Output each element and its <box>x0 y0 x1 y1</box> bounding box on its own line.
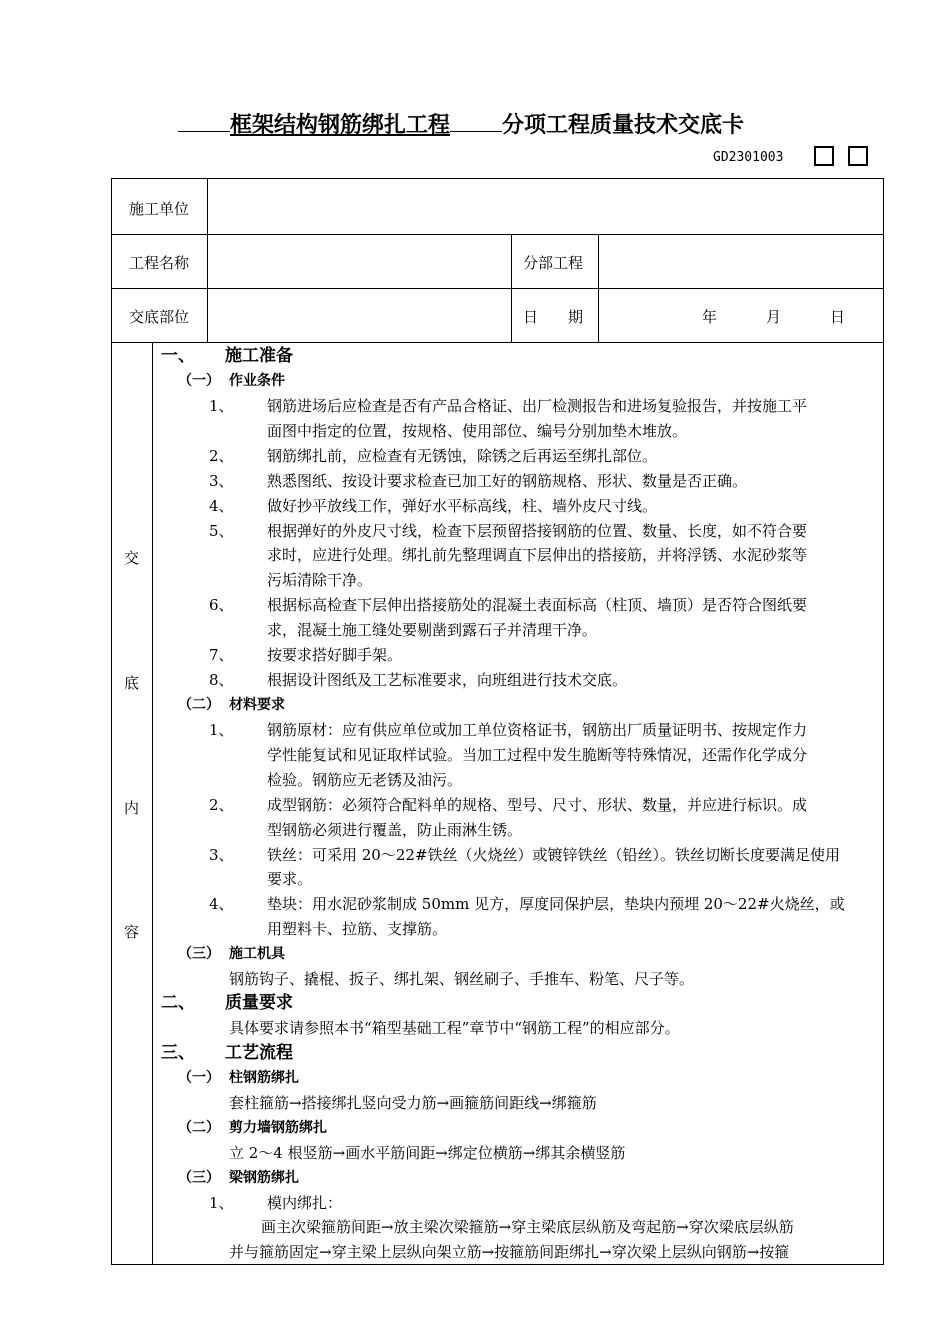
section-3-3-num: （三） <box>178 1170 220 1186</box>
list-item-number: 2、 <box>209 795 234 814</box>
wall-process-text: 立 2～4 根竖筋→画水平筋间距→绑定位横筋→绑其余横竖筋 <box>229 1144 626 1162</box>
list-item-line: 按要求搭好脚手架。 <box>267 646 403 664</box>
list-item-line: 求，混凝土施工缝处要剔凿到露石子并清理干净。 <box>267 621 598 640</box>
disclosure-part-label: 交底部位 <box>129 308 190 326</box>
beam-item-title: 模内绑扎： <box>267 1194 343 1212</box>
title-project: 框架结构钢筋绑扎工程 <box>230 113 451 138</box>
side-label-char: 内 <box>124 799 140 817</box>
list-item-line: 检验。钢筋应无老锈及油污。 <box>267 770 463 789</box>
section-3-1-title: 柱钢筋绑扎 <box>229 1070 299 1086</box>
document-code: GD2301003 <box>713 150 784 165</box>
section-1-num: 一、 <box>161 346 195 366</box>
section-3-3-title: 梁钢筋绑扎 <box>229 1170 299 1186</box>
date-label: 日 期 <box>523 308 584 326</box>
list-item-number: 3、 <box>209 471 234 490</box>
list-item-number: 8、 <box>209 670 234 689</box>
section-1-1-num: （一） <box>178 373 220 389</box>
list-item-line: 成型钢筋：必须符合配料单的规格、型号、尺寸、形状、数量，并应进行标识。成 <box>267 795 808 814</box>
section-3-2-title: 剪力墙钢筋绑扎 <box>229 1120 327 1136</box>
beam-process-line: 画主次梁箍筋间距→放主梁次梁箍筋→穿主梁底层纵筋及弯起筋→穿次梁底层纵筋 <box>261 1218 794 1236</box>
section-1-2-title: 材料要求 <box>229 697 285 713</box>
list-item-line: 钢筋原材：应有供应单位或加工单位资格证书，钢筋出厂质量证明书、按规定作力 <box>267 721 808 739</box>
section-1-3-num: （三） <box>178 946 220 962</box>
project-name-label: 工程名称 <box>129 254 190 272</box>
list-item-line: 做好抄平放线工作，弹好水平标高线，柱、墙外皮尺寸线。 <box>267 496 658 515</box>
list-item-line: 学性能复试和见证取样试验。当加工过程中发生脆断等特殊情况，还需作化学成分 <box>267 745 808 764</box>
title-underline-right <box>450 130 502 132</box>
row-divider-2 <box>112 288 883 289</box>
beam-process-line: 并与箍筋固定→穿主梁上层纵向架立筋→按箍筋间距绑扎→穿次梁上层纵向钢筋→按箍 <box>229 1243 790 1261</box>
disclosure-form <box>111 178 884 1265</box>
list-item-line: 要求。 <box>267 870 313 889</box>
col-divider-label <box>207 179 208 342</box>
list-item-line: 钢筋绑扎前，应检查有无锈蚀，除锈之后再运至绑扎部位。 <box>267 446 658 465</box>
section-1-1-title: 作业条件 <box>229 373 285 389</box>
title-suffix: 分项工程质量技术交底卡 <box>502 113 745 138</box>
list-item-line: 根据设计图纸及工艺标准要求，向班组进行技术交底。 <box>267 670 628 689</box>
list-item-line: 型钢筋必须进行覆盖，防止雨淋生锈。 <box>267 820 523 839</box>
beam-item-num: 1、 <box>209 1194 234 1212</box>
list-item-number: 3、 <box>209 845 234 864</box>
section-3-num: 三、 <box>161 1043 195 1063</box>
section-1-3-title: 施工机具 <box>229 946 285 962</box>
sub-project-label: 分部工程 <box>523 254 584 272</box>
list-item-number: 6、 <box>209 596 234 615</box>
list-item-number: 4、 <box>209 496 234 515</box>
construction-unit-label: 施工单位 <box>129 200 190 218</box>
row-divider-1 <box>112 234 883 235</box>
side-label-char: 容 <box>124 923 140 941</box>
section-2-num: 二、 <box>161 993 195 1013</box>
section-3-title: 工艺流程 <box>225 1043 293 1063</box>
date-year: 年 <box>702 308 718 326</box>
section-2-title: 质量要求 <box>225 993 293 1013</box>
list-item-line: 钢筋进场后应检查是否有产品合格证、出厂检测报告和进场复验报告，并按施工平 <box>267 397 808 415</box>
list-item-line: 求时，应进行处理。绑扎前先整理调直下层伸出的搭接筋，并将浮锈、水泥砂浆等 <box>267 546 808 565</box>
side-label-char: 交 <box>124 549 140 567</box>
title-underline-left <box>178 130 230 132</box>
list-item-number: 1、 <box>209 721 234 739</box>
disclosure-content <box>153 343 875 1264</box>
checkbox-1[interactable] <box>814 146 834 166</box>
col-divider-mid <box>511 234 512 342</box>
checkbox-2[interactable] <box>848 146 868 166</box>
col-divider-mid2 <box>598 234 599 342</box>
document-title <box>178 108 744 139</box>
date-day: 日 <box>830 308 846 326</box>
list-item-line: 面图中指定的位置，按规格、使用部位、编号分别加垫木堆放。 <box>267 421 688 440</box>
list-item-line: 根据弹好的外皮尺寸线，检查下层预留搭接钢筋的位置、数量、长度，如不符合要 <box>267 521 808 540</box>
list-item-number: 1、 <box>209 397 234 415</box>
list-item-number: 4、 <box>209 895 234 914</box>
side-label-char: 底 <box>124 674 140 692</box>
section-3-1-num: （一） <box>178 1070 220 1086</box>
list-item-line: 铁丝：可采用 20～22#铁丝（火烧丝）或镀锌铁丝（铅丝）。铁丝切断长度要满足使用 <box>267 845 841 864</box>
list-item-number: 7、 <box>209 646 234 664</box>
list-item-line: 根据标高检查下层伸出搭接筋处的混凝土表面标高（柱顶、墙顶）是否符合图纸要 <box>267 596 808 615</box>
list-item-line: 污垢清除干净。 <box>267 571 373 590</box>
list-item-line: 用塑料卡、拉筋、支撑筋。 <box>267 920 448 939</box>
section-3-2-num: （二） <box>178 1120 220 1136</box>
column-process-text: 套柱箍筋→搭接绑扎竖向受力筋→画箍筋间距线→绑箍筋 <box>229 1094 597 1112</box>
date-month: 月 <box>766 308 782 326</box>
list-item-line: 熟悉图纸、按设计要求检查已加工好的钢筋规格、形状、数量是否正确。 <box>267 471 748 490</box>
list-item-line: 垫块：用水泥砂浆制成 50mm 见方，厚度同保护层，垫块内预埋 20～22#火烧丝，或 <box>267 895 845 914</box>
list-item-number: 5、 <box>209 521 234 540</box>
tools-text: 钢筋钩子、撬棍、扳子、绑扎架、钢丝刷子、手推车、粉笔、尺子等。 <box>229 970 695 988</box>
section-1-2-num: （二） <box>178 697 220 713</box>
section-1-title: 施工准备 <box>225 346 293 366</box>
list-item-number: 2、 <box>209 446 234 465</box>
quality-text: 具体要求请参照本书“箱型基础工程”章节中“钢筋工程”的相应部分。 <box>229 1019 680 1037</box>
